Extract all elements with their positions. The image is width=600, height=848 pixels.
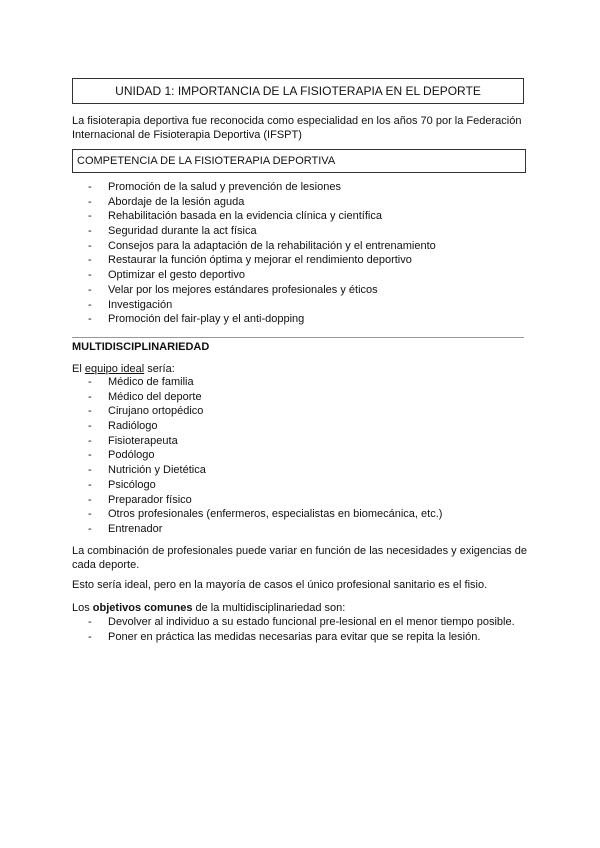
list-item: - Médico de familia bbox=[88, 376, 194, 388]
list-item: - Promoción de la salud y prevención de lesiones bbox=[88, 181, 341, 193]
ideal-paragraph: Esto sería ideal, pero en la mayoría de casos el único profesional sanitario es el fisio. bbox=[72, 579, 488, 591]
objetivos-list bbox=[88, 615, 528, 644]
list-item: - Entrenador bbox=[88, 522, 163, 535]
competencia-heading: COMPETENCIA DE LA FISIOTERAPIA DEPORTIVA bbox=[77, 155, 336, 167]
list-item: - Restaurar la función óptima y mejorar el rendimiento deportivo bbox=[88, 254, 412, 267]
competencia-heading-box bbox=[72, 149, 526, 173]
combinacion-paragraph: La combinación de profesionales puede variar en función de las necesidades y exigencias de cada deporte. bbox=[72, 545, 527, 571]
list-item: - Investigación bbox=[88, 298, 173, 311]
equipo-ideal-link-text: equipo ideal bbox=[84, 363, 145, 375]
equipo-intro: El equipo ideal sería: bbox=[72, 363, 175, 375]
list-item: - Podólogo bbox=[88, 449, 155, 462]
list-item: - Psicólogo bbox=[88, 478, 156, 491]
list-item: - Seguridad durante la act física bbox=[88, 225, 257, 238]
unit-title-box bbox=[72, 78, 524, 104]
list-item: - Médico del deporte bbox=[88, 390, 202, 403]
list-item: - Otros profesionales (enfermeros, especialistas en biomecánica, etc.) bbox=[88, 508, 443, 521]
list-item: - Fisioterapeuta bbox=[88, 434, 178, 447]
list-item: - Consejos para la adaptación de la rehabilitación y el entrenamiento bbox=[88, 239, 436, 252]
section-divider bbox=[72, 337, 524, 338]
list-item: - Promoción del fair-play y el anti-dopping bbox=[88, 313, 305, 326]
list-item: - Nutrición y Dietética bbox=[88, 464, 206, 477]
list-item: - Rehabilitación basada en la evidencia clínica y científica bbox=[88, 210, 382, 223]
list-item: - Cirujano ortopédico bbox=[88, 405, 204, 418]
list-item: - Radiólogo bbox=[88, 420, 158, 433]
competencia-list bbox=[88, 180, 528, 327]
multidisciplinariedad-heading: MULTIDISCIPLINARIEDAD bbox=[72, 341, 210, 353]
equipo-list bbox=[88, 375, 528, 537]
list-item: - Poner en práctica las medidas necesarias para evitar que se repita la lesión. bbox=[88, 630, 481, 643]
list-item: - Abordaje de la lesión aguda bbox=[88, 195, 245, 208]
objetivos-intro: Los objetivos comunes de la multidisciplinariedad son: bbox=[72, 602, 346, 614]
list-item: - Devolver al individuo a su estado funcional pre-lesional en el menor tiempo posible. bbox=[88, 616, 515, 628]
unit-title: UNIDAD 1: IMPORTANCIA DE LA FISIOTERAPIA EN EL DEPORTE bbox=[115, 84, 481, 98]
intro-paragraph: La fisioterapia deportiva fue reconocida como especialidad en los años 70 por la Federación Internacional de Fisioterapia Deportiva (IFSPT) bbox=[72, 115, 522, 141]
list-item: - Preparador físico bbox=[88, 493, 192, 506]
list-item: - Optimizar el gesto deportivo bbox=[88, 269, 245, 282]
list-item: - Velar por los mejores estándares profesionales y éticos bbox=[88, 283, 378, 296]
objetivos-comunes-bold: objetivos comunes bbox=[92, 602, 193, 614]
